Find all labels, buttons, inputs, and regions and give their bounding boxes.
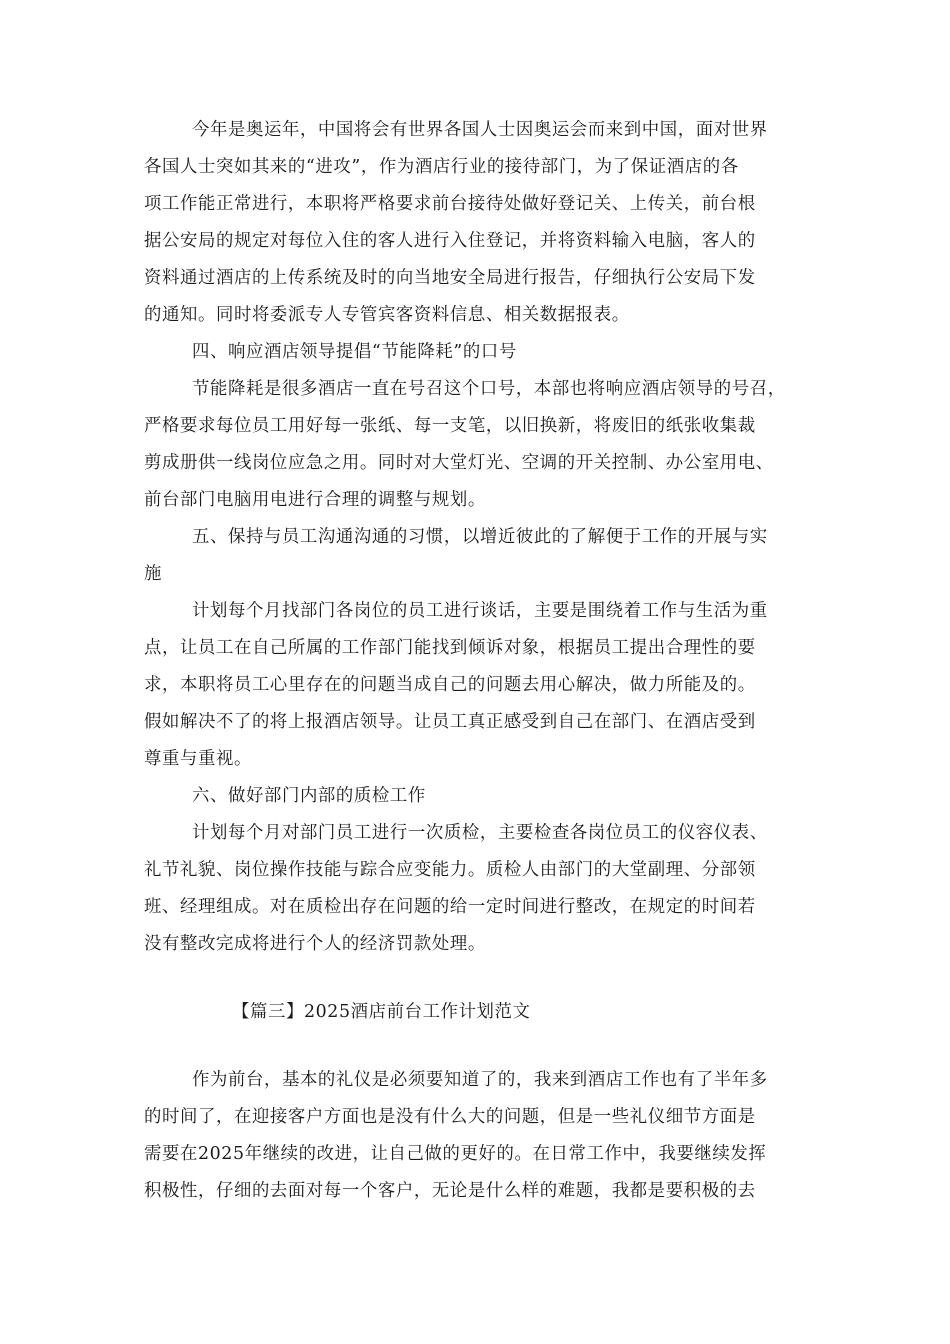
paragraph-line: 计划每个月找部门各岗位的员工进行谈话，主要是围绕着工作与生活为重	[192, 601, 768, 621]
paragraph-line: 节能降耗是很多酒店一直在号召这个口号，本部也将响应酒店领导的号召，	[192, 379, 786, 399]
paragraph-line: 作为前台，基本的礼仪是必须要知道了的，我来到酒店工作也有了半年多	[192, 1070, 768, 1090]
section-heading: 四、响应酒店领导提倡“节能降耗”的口号	[192, 342, 517, 362]
paragraph-line: 假如解决不了的将上报酒店领导。让员工真正感受到自己在部门、在酒店受到	[144, 712, 756, 732]
paragraph-line: 尊重与重视。	[144, 749, 252, 769]
paragraph-line: 计划每个月对部门员工进行一次质检，主要检查各岗位员工的仪容仪表、	[192, 823, 768, 843]
paragraph-line: 的通知。同时将委派专人专管宾客资料信息、相关数据报表。	[144, 305, 630, 325]
paragraph-line: 求，本职将员工心里存在的问题当成自己的问题去用心解决，做力所能及的。	[144, 675, 756, 695]
paragraph-line: 礼节礼貌、岗位操作技能与踪合应变能力。质检人由部门的大堂副理、分部领	[144, 860, 756, 880]
paragraph-line: 前台部门电脑用电进行合理的调整与规划。	[144, 490, 486, 510]
paragraph-line: 没有整改完成将进行个人的经济罚款处理。	[144, 934, 486, 954]
paragraph-line: 项工作能正常进行，本职将严格要求前台接待处做好登记关、上传关，前台根	[144, 194, 756, 214]
paragraph-line: 剪成册供一线岗位应急之用。同时对大堂灯光、空调的开关控制、办公室用电、	[144, 453, 774, 473]
section-heading: 施	[144, 564, 162, 584]
paragraph-line: 点，让员工在自己所属的工作部门能找到倾诉对象，根据员工提出合理性的要	[144, 638, 756, 658]
paragraph-line: 需要在2025年继续的改进，让自己做的更好的。在日常工作中，我要继续发挥	[144, 1144, 767, 1164]
paragraph-line: 的时间了，在迎接客户方面也是没有什么大的问题，但是一些礼仪细节方面是	[144, 1107, 756, 1127]
paragraph-line: 严格要求每位员工用好每一张纸、每一支笔，以旧换新，将废旧的纸张收集裁	[144, 416, 756, 436]
paragraph-line: 积极性，仔细的去面对每一个客户，无论是什么样的难题，我都是要积极的去	[144, 1181, 756, 1201]
paragraph-line: 各国人士突如其来的“进攻”，作为酒店行业的接待部门，为了保证酒店的各	[144, 157, 739, 177]
paragraph-line: 据公安局的规定对每位入住的客人进行入住登记，并将资料输入电脑，客人的	[144, 231, 756, 251]
section-heading: 五、保持与员工沟通沟通的习惯，以增近彼此的了解便于工作的开展与实	[192, 527, 768, 547]
paragraph-line: 班、经理组成。对在质检出存在问题的给一定时间进行整改，在规定的时间若	[144, 897, 756, 917]
article-title: 【篇三】2025酒店前台工作计划范文	[232, 1002, 531, 1022]
section-heading: 六、做好部门内部的质检工作	[192, 786, 426, 806]
paragraph-line: 资料通过酒店的上传系统及时的向当地安全局进行报告，仔细执行公安局下发	[144, 268, 756, 288]
paragraph-line: 今年是奥运年，中国将会有世界各国人士因奥运会而来到中国，面对世界	[192, 120, 768, 140]
